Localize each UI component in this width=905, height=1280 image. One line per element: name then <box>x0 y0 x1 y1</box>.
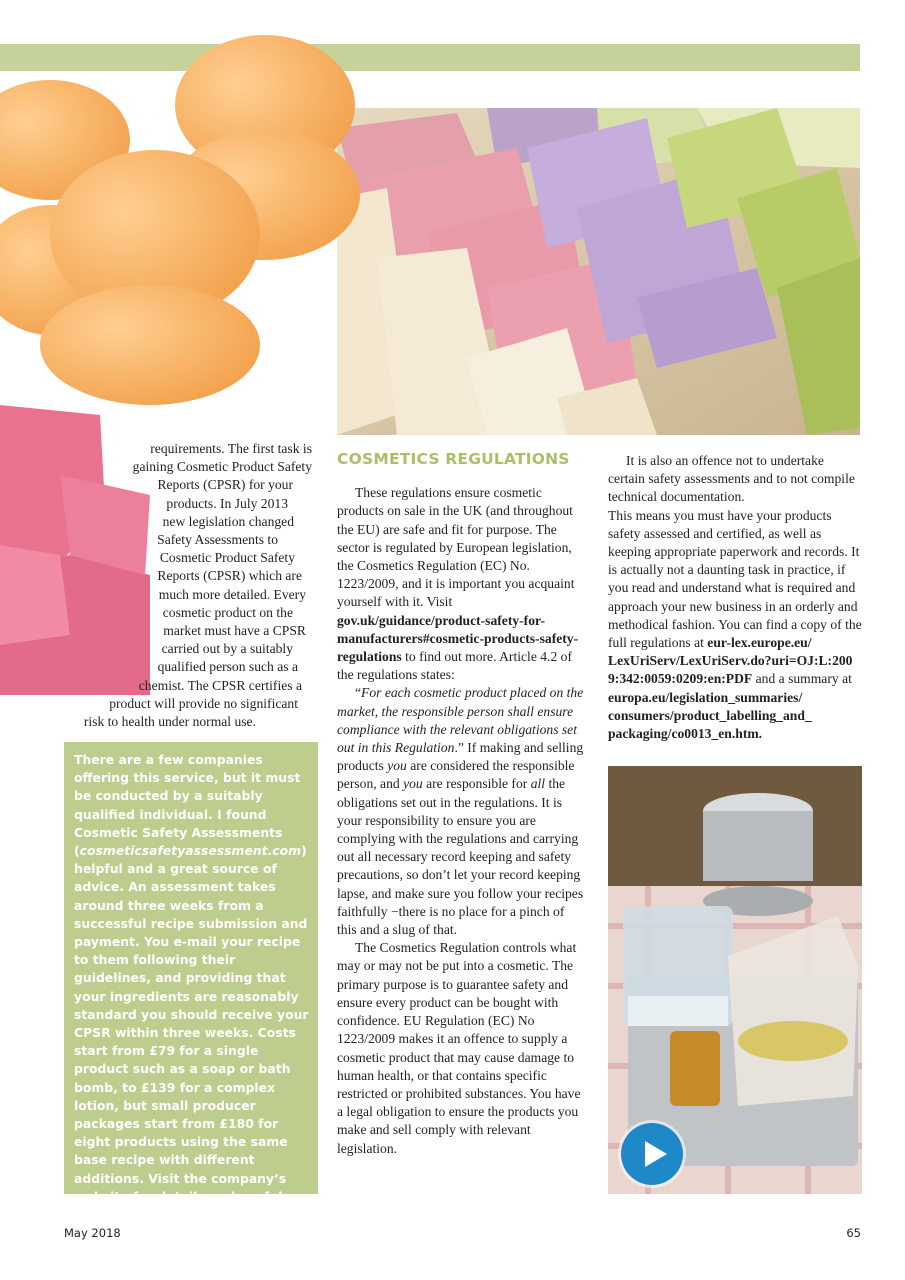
quote-mark: “ <box>355 685 362 701</box>
intro-line: gaining Cosmetic Product Safety <box>132 459 312 475</box>
europa-summary-link[interactable]: europa.eu/legislation_summaries/ consumers/product_labelling_and_ packaging/co0013_en.htm. <box>608 689 812 742</box>
paragraph <box>608 507 862 744</box>
section-heading: COSMETICS REGULATIONS <box>337 450 570 468</box>
intro-line: products. In July 2013 <box>166 495 288 511</box>
intro-line: Safety Assessments to <box>157 532 278 548</box>
paragraph-text: the obligations set out in the regulations. It is your responsibility to ensure you are complying with the regulations and carrying out all necessary record keeping and safety precautions, so don’t let your record keeping lapse, and make sure you follow your recipes faithfully −there is no place for a pinch of this and a slug of that. <box>337 776 584 938</box>
paragraph: It is also an offence not to undertake certain safety assessments and to not compile technical documentation. <box>608 453 855 505</box>
intro-line: chemist. The CPSR certifies a <box>138 677 302 693</box>
intro-line: product will provide no significant <box>109 695 298 711</box>
intro-line: cosmetic product on the <box>162 604 293 620</box>
guidance-link[interactable]: gov.uk/guidance/product-safety-for-manufacturers#cosmetic-products-safety-regulations <box>337 612 579 665</box>
intro-line: market must have a CPSR <box>163 623 306 639</box>
paragraph-text: .” If making and selling products <box>337 740 584 774</box>
paragraph <box>337 484 587 684</box>
intro-line: requirements. The first task is <box>150 441 312 456</box>
sidebar-text-part: There are a few companies offering this service, but it must be conducted by a suitably qualified individual. I found Cosmetic Safety Assessments ( <box>74 752 301 859</box>
sidebar-box <box>64 742 318 1223</box>
intro-line: new legislation changed <box>162 513 294 529</box>
bath-bombs-illustration <box>0 20 360 405</box>
intro-text-wrapped <box>62 440 318 731</box>
paragraph-text: This means you must have your products safety assessed and certified, as well as keeping appropriate paperwork and records. It is actually not a daunting task in practice, if you read and understand what is required and approach your new business in an orderly and methodical fashion. You can find a copy of the full regulations at <box>608 507 862 651</box>
sidebar-link[interactable]: cosmeticsafetyassessment.com <box>79 843 302 859</box>
intro-line: qualified person such as a <box>157 659 298 675</box>
play-icon <box>621 1123 683 1185</box>
video-play-button[interactable] <box>621 1123 683 1185</box>
intro-line: much more detailed. Every <box>158 586 306 602</box>
emphasis: all <box>530 776 546 792</box>
emphasis: you <box>387 758 407 774</box>
paragraph: The Cosmetics Regulation controls what may or may not be put into a cosmetic. The primary purpose is to guarantee safety and ensure every product can be bought with confidence. EU Regulation (EC) No 1223/2009 makes it an offence to supply a cosmetic product that may cause damage to human health, or that contains specific restricted or prohibited substances. You have a legal obligation to ensure the products you make and sell comply with relevant legislation. <box>337 940 581 1156</box>
regulation-quote: For each cosmetic product placed on the market, the responsible person shall ensure compliance with the relevant obligations set out in this Regulation <box>337 685 584 756</box>
paragraph-text: These regulations ensure cosmetic products on sale in the UK (and throughout the EU) are safe and fit for purpose. The sector is regulated by European legislation, the Cosmetics Regulation (EC) No. 1223/2009, and it is important you acquaint yourself with it. Visit <box>337 485 575 610</box>
paragraph-text: are considered the responsible person, and <box>337 758 575 792</box>
intro-line: Cosmetic Product Safety <box>159 550 295 566</box>
soap-bars-photo <box>337 108 860 435</box>
bath-bombs-photo <box>0 20 360 405</box>
intro-line: Reports (CPSR) which are <box>157 568 302 584</box>
paragraph-text: and a summary at <box>752 671 852 687</box>
paragraph-text: to find out more. Article 4.2 of the regulations states: <box>337 649 572 683</box>
soap-bars-illustration <box>337 108 860 435</box>
quote-paragraph <box>337 684 587 939</box>
intro-line: carried out by a suitably <box>161 641 293 657</box>
intro-line: Reports (CPSR) for your <box>157 477 293 493</box>
sidebar-text-part: ) helpful and a great source of advice. An assessment takes around three weeks from a successful recipe submission and payment. You e-mail your recipe to them following their guidelines, and providing that your ingredients are reasonably standard you should receive your CPSR within three weeks. Costs start from £79 for a single product such as a soap or bath bomb, to £139 for a complex lotion, but small producer packages start from £180 for eight products using the same base recipe with different additions. Visit the company’s website for details and useful information on labeling. <box>74 843 309 1223</box>
page-number: 65 <box>846 1226 861 1240</box>
issue-date: May 2018 <box>64 1226 121 1240</box>
paragraph-text: are responsible for <box>422 776 531 792</box>
intro-line: risk to health under normal use. <box>83 714 256 730</box>
regulations-column <box>337 450 587 1158</box>
sidebar-text <box>74 751 310 1224</box>
offence-column <box>608 452 862 743</box>
emphasis: you <box>403 776 423 792</box>
eur-lex-link[interactable]: eur-lex.europe.eu/ LexUriServ/LexUriServ.do?uri=OJ:L:200 9:342:0059:0209:en:PDF <box>608 635 853 687</box>
